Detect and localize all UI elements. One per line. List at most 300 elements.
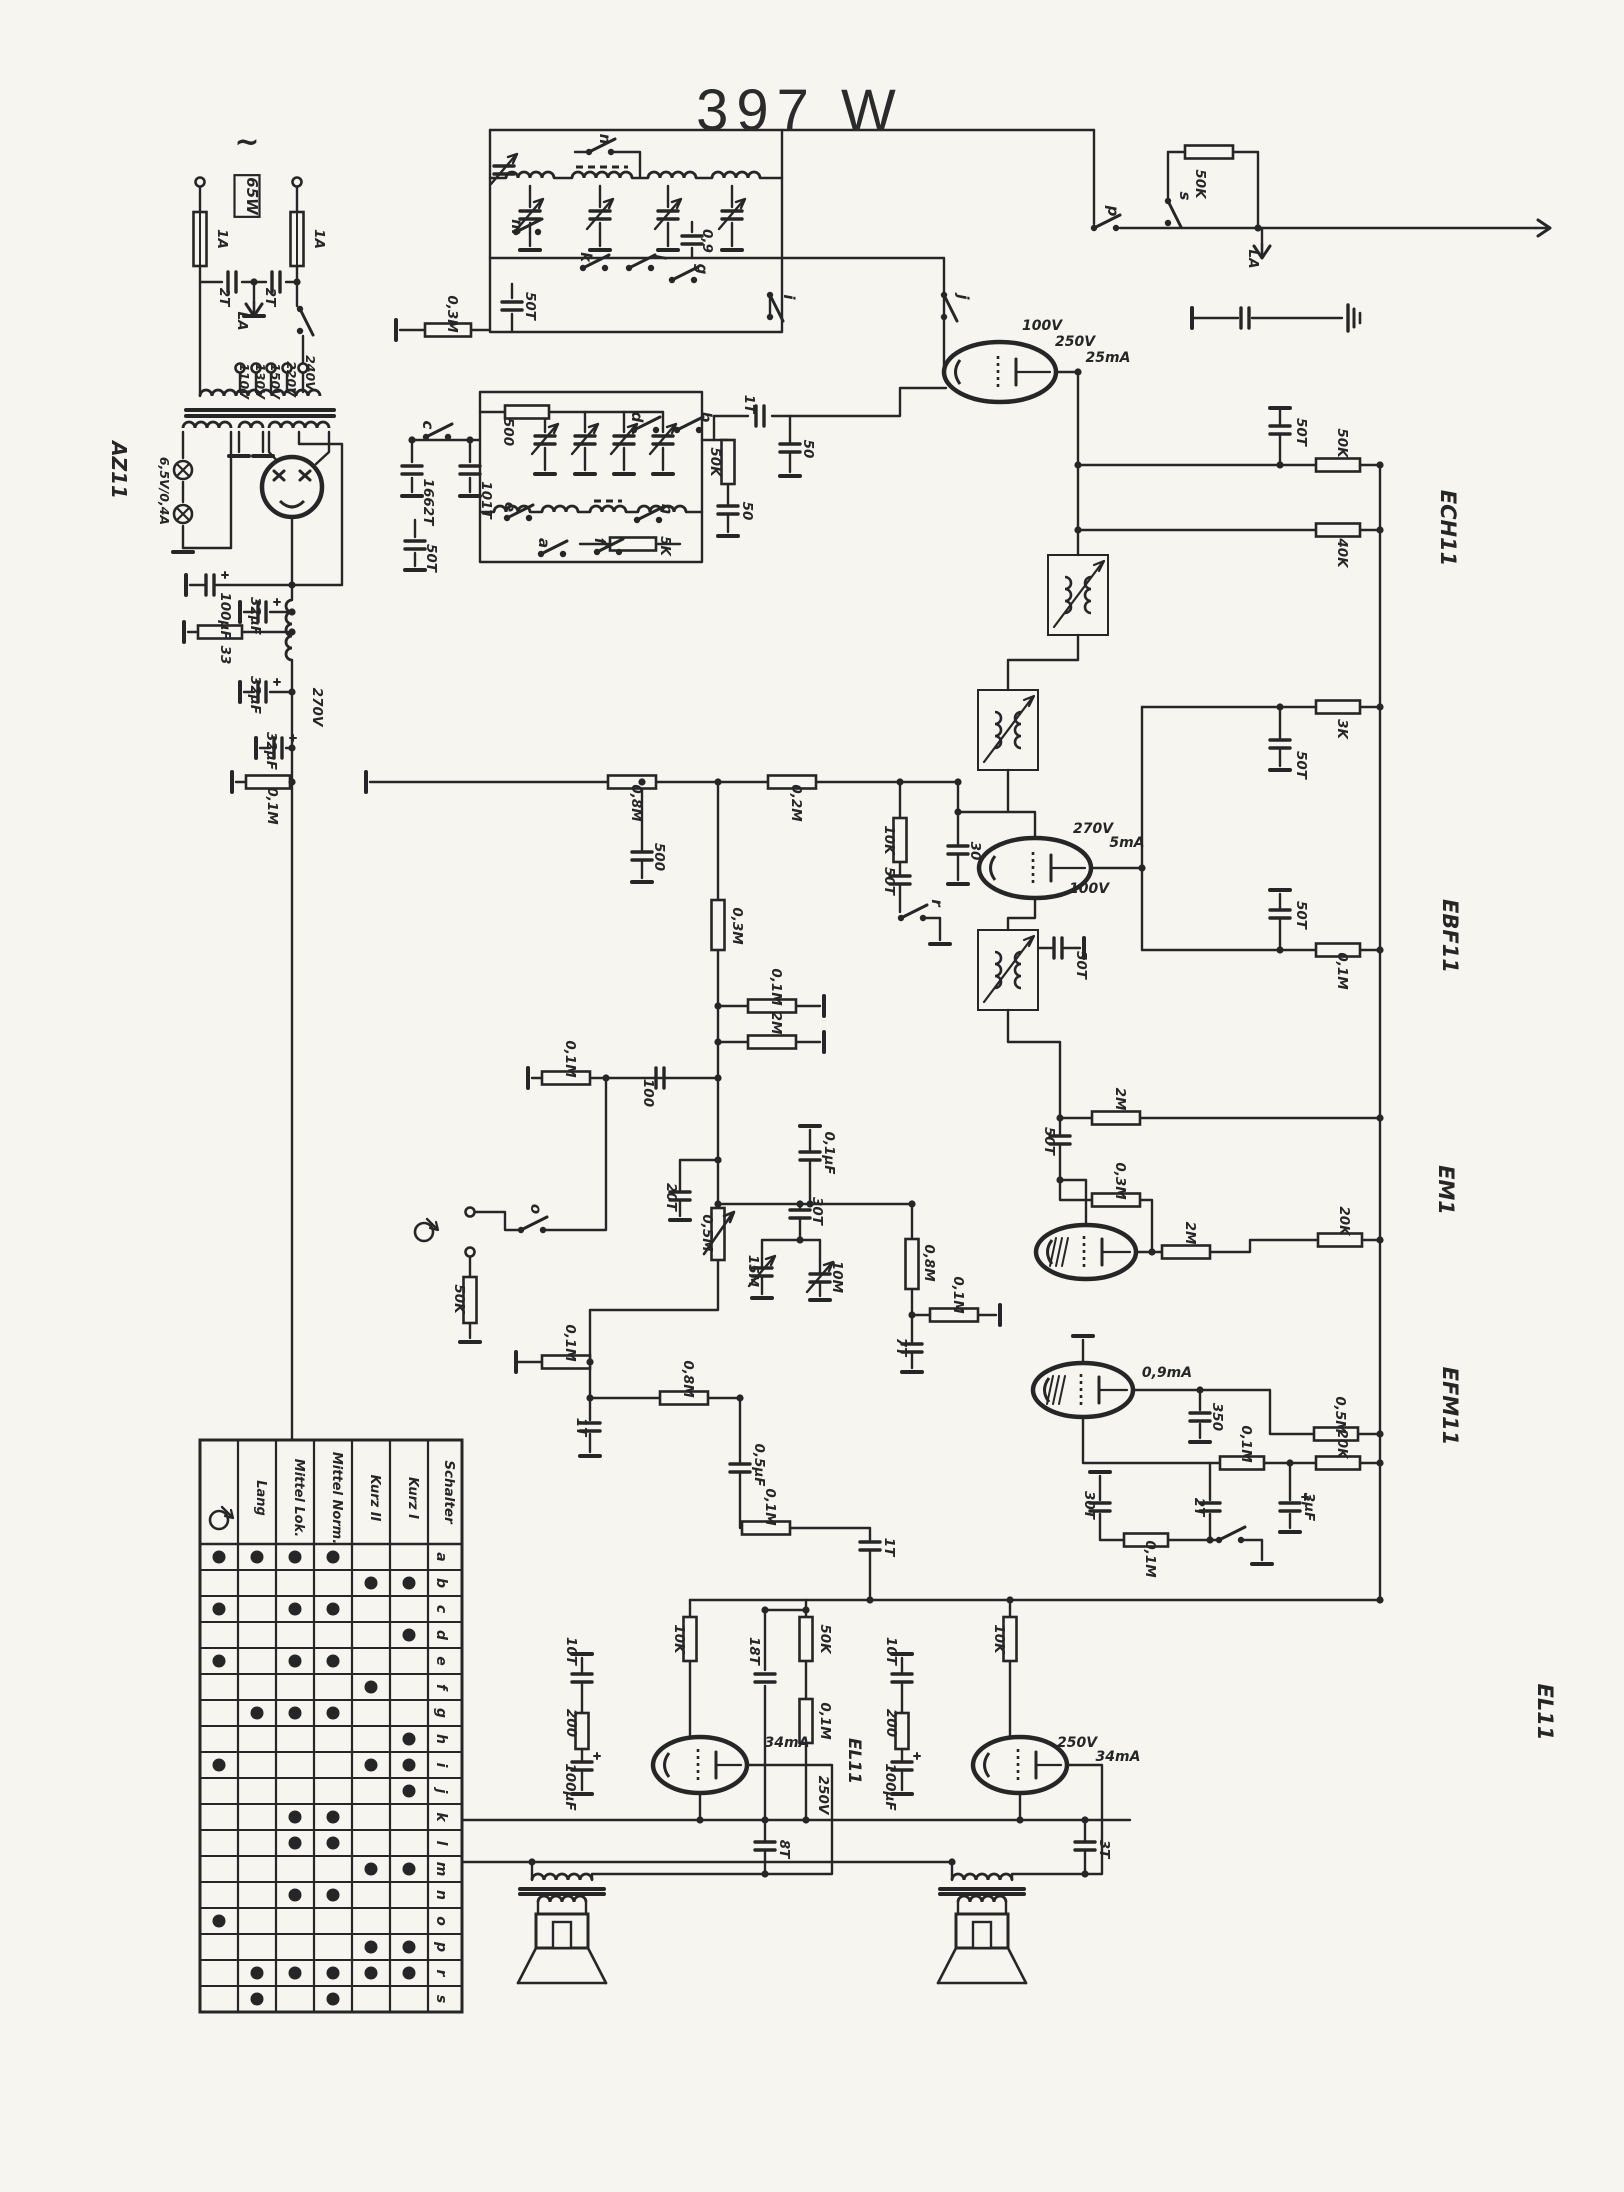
table-row-letter-i: i [433,1762,449,1768]
label-350-97: 350 [1209,1402,1225,1432]
table-dot-i-4 [365,1759,378,1772]
label-10k-112: 10K [671,1624,687,1654]
coil [572,172,632,178]
label-b-40: b [697,411,715,423]
switch-contact [518,1217,547,1233]
label-50t-90: 50T [1041,1127,1057,1155]
table-dot-i-5 [403,1759,416,1772]
junction-dot [896,778,903,785]
label-0-1m-78: 0,1M [768,968,784,1006]
label-1a-3: 1A [311,229,327,249]
label-50-30: 50 [800,439,816,459]
table-dot-g-1 [251,1707,264,1720]
label-r-49: r [928,899,946,907]
label-0-5-f-106: 0,5μF [751,1443,767,1487]
label-100-f-121: 100μF [562,1763,578,1811]
label-50k-51: 50K [1192,169,1208,199]
table-row-letter-k: k [433,1812,449,1822]
wire [1100,1514,1124,1540]
wire [316,432,329,464]
label-10t-119: 10T [563,1637,579,1665]
table-dot-k-2 [289,1811,302,1824]
wire [762,1240,800,1266]
resistor [748,1036,796,1049]
coil [958,1896,1006,1902]
junction-dot [288,778,295,785]
junction-dot [408,436,415,443]
label-1t-108: 1T [573,1417,589,1437]
wire [1008,770,1035,838]
table-header-kurz-ii: Kurz II [367,1474,382,1522]
junction-dot [1081,1816,1088,1823]
table-header-mittel-norm: Mittel Norm. [329,1451,344,1545]
speaker-icon [518,1914,606,1983]
label-50t-56: 50T [1293,418,1309,446]
label-500-74: 500 [651,842,667,872]
terminal [293,178,302,187]
fuse [291,212,304,266]
table-dot-b-5 [403,1577,416,1590]
junction-dot [1206,1536,1213,1543]
wire [680,1160,718,1190]
capacitor [948,846,968,854]
table-header-schalter: Schalter [441,1460,457,1524]
label-50k-31: 50K [707,447,723,477]
switch-contact [898,905,927,921]
label-50k-114: 50K [817,1624,833,1654]
resistor [800,1617,813,1661]
label-3-f-101: 3μF [1301,1492,1317,1522]
label-0-8m-72: 0,8M [628,784,644,822]
table-dot-r-3 [327,1967,340,1980]
resistor [1316,701,1360,714]
coil [239,422,263,428]
coil [542,506,578,512]
label-15m-84: 15M [745,1254,761,1288]
label-500-23: 500 [500,417,516,447]
wire [1008,635,1078,690]
table-row-letter-e: e [433,1656,449,1666]
table-header-mittel-lok: Mittel Lok. [291,1458,306,1538]
coil [269,422,329,428]
label-0-3m-21: 0,3M [444,295,460,333]
junction-dot [1376,526,1383,533]
resistor [505,406,549,419]
junction-dot [288,744,295,751]
wire [1010,1661,1020,1737]
table-row-letter-o: o [433,1916,449,1926]
label-em1-95: EM1 [1434,1165,1458,1215]
table-dot-f-4 [365,1681,378,1694]
switch-contact [1216,1527,1245,1543]
label-0-1m-107: 0,1M [562,1324,578,1362]
capacitor [800,1152,820,1160]
table-dot-e-0 [213,1655,226,1668]
if-transformer [978,930,1038,1010]
label-f-44: f [591,537,609,545]
label-x-0: ~ [234,125,260,160]
label-2m-93: 2M [1182,1221,1198,1245]
table-row-letter-j: j [433,1788,449,1794]
label-0-8m-109: 0,8M [680,1360,696,1398]
label-n-33: n [596,133,614,145]
tube-az11 [262,457,322,517]
junction-dot [1376,461,1383,468]
table-dot-r-5 [403,1967,416,1980]
tube-efm11 [1033,1363,1133,1417]
capacitor [860,1542,880,1550]
label-100v-53: 100V [1021,318,1063,334]
wire [476,1212,521,1230]
label-0-2m-73: 0,2M [788,784,804,822]
capacitor [460,466,480,474]
terminal [196,178,205,187]
coil [952,1874,1012,1880]
if-transformer [978,690,1038,770]
pilot-lamp-icon [174,461,192,479]
terminal [466,1208,475,1217]
junction-dot [1376,1459,1383,1466]
label-ebf11-71: EBF11 [1438,899,1462,973]
fuse [194,212,207,266]
junction-dot [1376,703,1383,710]
label-el11-116: EL11 [844,1737,864,1785]
label-270v-18: 270V [309,687,325,727]
junction-dot [586,1358,593,1365]
coil [712,172,760,178]
label-100v-64: 100V [1068,881,1110,897]
table-dot-r-4 [365,1967,378,1980]
junction-dot [948,1858,955,1865]
label-0-9ma-96: 0,9mA [1141,1365,1193,1381]
capacitor [718,506,738,514]
label-1t-29: 1T [741,394,757,414]
label-18t-113: 18T [746,1637,762,1665]
pilot-lamp-icon [174,505,192,523]
label-50k-57: 50K [1334,428,1350,458]
label-30t-82: 30T [809,1197,825,1225]
label-200-120: 200 [563,1708,579,1738]
label-30-67: 30 [967,841,983,861]
junction-dot [714,1002,721,1009]
switch-contact [1165,198,1181,227]
table-dot-c-3 [327,1603,340,1616]
junction-dot [1196,1386,1203,1393]
label-250v-54: 250V [1054,334,1096,350]
label-2m-79: 2M [768,1011,784,1035]
label-0-1m-87: 0,1M [950,1276,966,1314]
label-50k-89: 50K [451,1284,467,1314]
label-20t-81: 20T [663,1183,679,1211]
label-270v-62: 270V [1072,821,1114,837]
label-40k-58: 40K [1334,538,1350,568]
junction-dot [1376,1114,1383,1121]
label-h-42: h [658,503,676,515]
trimmer-capacitor [491,154,517,184]
junction-dot [714,1074,721,1081]
capacitor [1270,910,1290,918]
junction-dot [908,1200,915,1207]
table-dot-a-2 [289,1551,302,1564]
table-row-letter-r: r [433,1969,449,1977]
table-row-letter-g: g [433,1707,449,1719]
junction-dot [466,436,473,443]
tube-el11-right [973,1737,1067,1793]
label-6-5v-0-4a-13: 6,5V/0,4A [157,456,172,526]
label-50t-22: 50T [522,292,538,320]
junction-dot [761,1816,768,1823]
label-50-32: 50 [739,501,755,521]
wire [782,258,944,372]
capacitor [632,852,652,860]
label-250v-118: 250V [815,1775,831,1815]
label-2m-91: 2M [1112,1087,1128,1111]
junction-dot [696,1816,703,1823]
capacitor [1190,1413,1210,1421]
label-10k-126: 10K [991,1624,1007,1654]
table-dot-d-5 [403,1629,416,1642]
wire [714,416,748,440]
capacitor [1075,1842,1095,1850]
junction-dot [288,628,295,635]
label-k-35: k [577,252,595,262]
wire [1140,1200,1162,1252]
wire [800,1240,820,1272]
capacitor [780,444,800,452]
capacitor [892,1674,912,1682]
label-c-38: c [419,420,437,430]
table-row-letter-p: p [433,1941,449,1953]
label-20k-94: 20K [1336,1206,1352,1236]
junction-dot [1276,461,1283,468]
junction-dot [714,1038,721,1045]
label-e-41: e [501,501,519,513]
label-efm11-105: EFM11 [1438,1366,1462,1446]
tube-ech11 [944,342,1056,402]
tube-el11-left [653,1737,747,1793]
label-2t-102: 2T [1191,1497,1207,1517]
wire [1060,1146,1086,1225]
junction-dot [736,1394,743,1401]
junction-dot [1376,1430,1383,1437]
table-row-letter-b: b [433,1577,449,1589]
table-dot-o-0 [213,1915,226,1928]
table-dot-i-0 [213,1759,226,1772]
coil [538,1896,586,1902]
tube-em1 [1036,1225,1136,1279]
junction-dot [1056,1176,1063,1183]
junction-dot [714,1200,721,1207]
capacitor [1241,308,1249,328]
table-row-letter-m: m [433,1861,449,1877]
junction-dot [1074,526,1081,533]
wire [923,918,940,940]
table-row-letter-l: l [433,1840,449,1846]
label-3k-60: 3K [1334,719,1350,739]
label-50t-66: 50T [881,867,897,895]
table-dot-p-5 [403,1941,416,1954]
label-0-1m-110: 0,1M [762,1488,778,1526]
junction-dot [602,1074,609,1081]
junction-dot [586,1394,593,1401]
wire [690,1661,700,1737]
capacitor [755,1842,775,1850]
wire [772,388,946,416]
label-101t-25: 101T [478,481,494,519]
wire [790,1528,870,1540]
label-7t-88: 7T [893,1337,909,1357]
label-a-43: a [535,537,553,549]
capacitor [572,1674,592,1682]
label-8t-122: 8T [776,1839,792,1859]
junction-dot [714,1156,721,1163]
label-d-39: d [628,411,646,423]
junction-dot [1254,224,1261,231]
label-34ma-128: 34mA [1095,1749,1141,1765]
junction-dot [1006,1596,1013,1603]
label-0-1m-104: 0,1M [1142,1540,1158,1578]
wire [1241,1540,1262,1560]
label-150v-9: 150V [268,363,283,399]
table-row-letter-n: n [433,1890,449,1900]
label-la-52: LA [1245,249,1261,269]
label-2t-4: 2T [216,287,232,307]
junction-dot [802,1816,809,1823]
label-1t-111: 1T [881,1537,897,1557]
page-title: 397 W [696,78,904,143]
label-50t-69: 50T [1293,901,1309,929]
table-dot-s-1 [251,1993,264,2006]
table-dot-a-1 [251,1551,264,1564]
table-dot-a-0 [213,1551,226,1564]
junction-dot [1016,1816,1023,1823]
resistor [1185,146,1233,159]
junction-dot [288,581,295,588]
junction-dot [866,1596,873,1603]
label-l-36: l [651,254,669,260]
label-0-8m-86: 0,8M [921,1244,937,1282]
label-5k-27: 5K [657,536,673,556]
table-row-letter-h: h [433,1734,449,1744]
resistor [1092,1112,1140,1125]
table-dot-c-2 [289,1603,302,1616]
capacitor [502,302,522,310]
table-dot-k-3 [327,1811,340,1824]
label-0-9-28: 0,9 [699,229,715,253]
band-switch-table [200,1440,462,2012]
label-0-3m-75: 0,3M [729,907,745,945]
label-50t-26: 50T [423,544,439,572]
label-0-1m-99: 0,1M [1238,1425,1254,1463]
label-34ma-117: 34mA [764,1735,810,1751]
table-header-kurz-i: Kurz I [405,1477,420,1519]
label-5ma-63: 5mA [1109,835,1145,851]
capacitor [730,1464,750,1472]
label-32-f-17: 32μF [247,676,263,714]
label-0-5m-98: 0,5M [1332,1396,1348,1434]
pickup-icon [415,1219,438,1241]
label-110v-7: 110V [237,363,252,399]
table-dot-p-4 [365,1941,378,1954]
junction-dot [761,1870,768,1877]
label-100-77: 100 [640,1078,656,1108]
label-p-47: p [1104,205,1122,217]
junction-dot [761,1606,768,1613]
junction-dot [1276,703,1283,710]
capacitor [790,1210,810,1218]
table-row-letter-d: d [433,1629,449,1641]
table-dot-e-3 [327,1655,340,1668]
table-dot-g-3 [327,1707,340,1720]
label-20k-100: 20K [1334,1429,1350,1459]
label-220v-10: 220V [284,361,299,397]
label-el11-130: EL11 [1533,1683,1557,1741]
label-0-1m-20: 0,1M [264,787,280,825]
label-g-37: g [693,263,711,275]
label-33-15: 33 [217,645,233,665]
table-dot-g-2 [289,1707,302,1720]
label-65w-1: 65W [243,177,261,215]
resistor [1316,459,1360,472]
coil [590,506,626,512]
label-1a-2: 1A [214,229,230,249]
junction-dot [1286,1459,1293,1466]
label-10m-85: 10M [829,1260,845,1294]
table-dot-a-3 [327,1551,340,1564]
wire [543,1078,606,1230]
junction-dot [1376,1596,1383,1603]
table-header-lang: Lang [253,1480,268,1516]
table-dot-r-1 [251,1967,264,1980]
junction-dot [1138,864,1145,871]
junction-dot [250,278,257,285]
coil [532,1874,592,1880]
label-50t-61: 50T [1293,751,1309,779]
wire [611,152,640,178]
table-dot-n-3 [327,1889,340,1902]
table-dot-j-5 [403,1785,416,1798]
table-dot-r-2 [289,1967,302,1980]
label-25ma-55: 25mA [1085,350,1131,366]
table-dot-e-2 [289,1655,302,1668]
label-m-34: m [508,219,526,235]
capacitor [1054,938,1062,958]
coil [648,172,696,178]
junction-dot [908,1311,915,1318]
junction-dot [1148,1248,1155,1255]
label-100-f-14: 100μF [217,592,233,640]
junction-dot [1074,461,1081,468]
table-row-letter-s: s [433,1994,449,2004]
capacitor [1270,740,1290,748]
label-0-1-f-80: 0,1μF [821,1131,837,1175]
table-row-letter-c: c [433,1604,449,1614]
table-dot-b-4 [365,1577,378,1590]
speaker-icon [938,1914,1026,1983]
label-ech11-59: ECH11 [1436,489,1460,567]
table-row-letter-f: f [433,1683,449,1691]
label-0-3m-92: 0,3M [1112,1162,1128,1200]
label-10k-65: 10K [881,825,897,855]
label-0-1m-76: 0,1M [562,1040,578,1078]
junction-dot [954,808,961,815]
resistor [712,900,725,950]
table-dot-m-5 [403,1863,416,1876]
label-0-1m-70: 0,1M [1334,952,1350,990]
wire [1233,152,1258,228]
arrow-icon [1536,220,1550,236]
label-1662t-24: 1662T [420,478,436,526]
